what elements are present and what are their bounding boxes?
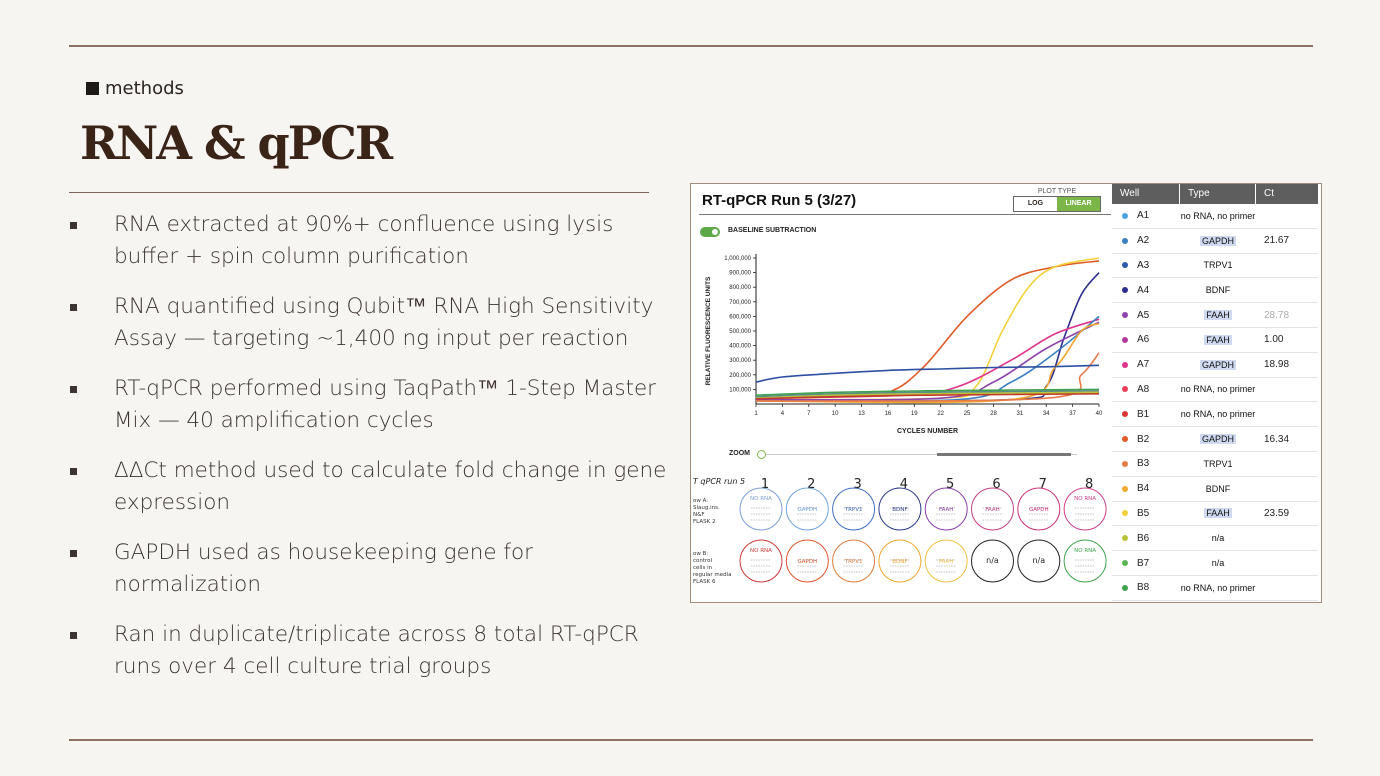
well-id: A7 xyxy=(1137,359,1150,371)
well-color-dot-icon xyxy=(1122,585,1128,591)
y-tick-label: 1,000,000 xyxy=(724,256,751,262)
well-table xyxy=(1112,184,1318,603)
well-cell xyxy=(1112,483,1180,494)
well-color-dot-icon xyxy=(1122,262,1128,268)
well-id: B4 xyxy=(1137,483,1150,495)
column-number: 4 xyxy=(899,477,909,492)
well-cell xyxy=(1112,285,1180,296)
y-tick-label: 600,000 xyxy=(729,314,751,321)
well-color-dot-icon xyxy=(1122,411,1128,417)
type-cell xyxy=(1180,211,1256,221)
well-cell xyxy=(1112,558,1180,569)
type-cell xyxy=(1180,459,1256,469)
qpcr-figure xyxy=(690,183,1322,603)
well-color-dot-icon xyxy=(1122,510,1128,516)
run-title: RT-qPCR Run 5 (3/27) xyxy=(702,192,857,209)
bullet-list xyxy=(68,209,678,701)
well-id: B5 xyxy=(1137,507,1150,519)
well-id: B6 xyxy=(1137,532,1150,544)
well-color-dot-icon xyxy=(1122,287,1128,293)
table-header xyxy=(1112,184,1318,204)
row-b-label: FLASK 6 xyxy=(693,579,716,585)
type-cell xyxy=(1180,310,1256,320)
type-cell xyxy=(1180,236,1256,246)
row-b-label: control xyxy=(693,558,713,564)
row-a-well-gene: NO RNA xyxy=(750,496,772,502)
top-divider xyxy=(69,45,1313,47)
x-tick-label: 37 xyxy=(1069,411,1076,417)
well-color-dot-icon xyxy=(1122,238,1128,244)
zoom-range-bar[interactable] xyxy=(937,453,1071,456)
row-b-label: regular media xyxy=(693,572,732,578)
type-cell xyxy=(1180,335,1256,345)
x-tick-label: 28 xyxy=(990,411,997,417)
well-cell xyxy=(1112,508,1180,519)
well-cell xyxy=(1112,458,1180,469)
well-cell xyxy=(1112,409,1180,420)
well-cell xyxy=(1112,434,1180,445)
table-row xyxy=(1112,452,1318,477)
row-b-well-circle xyxy=(740,540,782,582)
bottom-divider xyxy=(69,739,1313,741)
well-color-dot-icon xyxy=(1122,535,1128,541)
well-id: B1 xyxy=(1137,408,1150,420)
bullet-item xyxy=(68,455,678,519)
well-cell xyxy=(1112,334,1180,345)
bullet-text: RNA quantified using Qubit™ RNA High Sensitivity Assay — targeting ~1,400 ng input per reaction xyxy=(114,294,654,351)
baseline-label: BASELINE SUBTRACTION xyxy=(728,227,817,234)
bullet-text: Ran in duplicate/triplicate across 8 total RT-qPCR runs over 4 cell culture trial groups xyxy=(114,622,639,679)
square-bullet-icon xyxy=(70,304,77,311)
well-color-dot-icon xyxy=(1122,486,1128,492)
type-cell xyxy=(1180,360,1256,370)
header-ct: Ct xyxy=(1264,188,1274,199)
x-tick-label: 31 xyxy=(1016,411,1024,417)
well-id: B2 xyxy=(1137,433,1150,445)
amplification-curve xyxy=(756,261,1099,398)
zoom-slider-handle[interactable] xyxy=(757,450,766,459)
ct-value: 23.59 xyxy=(1264,507,1290,519)
slide-title: RNA & qPCR xyxy=(80,116,392,170)
plot-type-log[interactable]: LOG xyxy=(1027,200,1044,207)
square-bullet-icon xyxy=(70,468,77,475)
well-id: B3 xyxy=(1137,458,1150,470)
column-number: 7 xyxy=(1038,477,1047,492)
column-number: 6 xyxy=(992,477,1001,492)
type-cell xyxy=(1180,508,1256,518)
row-a-well-circle xyxy=(740,488,782,530)
table-row xyxy=(1112,229,1318,254)
well-color-dot-icon xyxy=(1122,362,1128,368)
type-value: BDNF xyxy=(1205,483,1231,494)
bullet-item xyxy=(68,291,678,355)
type-cell xyxy=(1180,285,1256,295)
row-a-well-circle xyxy=(1064,488,1106,530)
x-tick-label: 13 xyxy=(858,411,865,417)
y-tick-label: 900,000 xyxy=(729,270,751,277)
type-cell xyxy=(1180,384,1256,394)
header-well: Well xyxy=(1112,184,1180,204)
well-color-dot-icon xyxy=(1122,461,1128,467)
x-tick-label: 7 xyxy=(807,411,811,417)
type-value: TRPV1 xyxy=(1203,260,1233,271)
type-value: n/a xyxy=(1211,533,1225,544)
table-row xyxy=(1112,353,1318,378)
ct-value: 16.34 xyxy=(1264,433,1290,445)
amplification-curve xyxy=(756,322,1099,400)
table-row xyxy=(1112,477,1318,502)
plot-type-linear[interactable]: LINEAR xyxy=(1057,197,1100,211)
y-axis-title: RELATIVE FLUORESCENCE UNITS xyxy=(705,276,712,386)
table-row xyxy=(1112,576,1318,601)
row-b-well-gene: FAAH xyxy=(938,559,954,565)
x-tick-label: 1 xyxy=(754,411,758,417)
type-cell xyxy=(1180,558,1256,568)
square-bullet-icon xyxy=(70,222,77,229)
type-cell xyxy=(1180,409,1256,419)
well-color-dot-icon xyxy=(1122,386,1128,392)
square-bullet-icon xyxy=(70,550,77,557)
row-b-label: cells in xyxy=(693,565,713,571)
well-id: A2 xyxy=(1137,235,1150,247)
y-tick-label: 500,000 xyxy=(729,329,751,335)
well-cell xyxy=(1112,384,1180,395)
plot-type-label: PLOT TYPE xyxy=(1037,188,1077,195)
table-row xyxy=(1112,551,1318,576)
type-value: no RNA, no primer xyxy=(1180,409,1256,420)
well-cell xyxy=(1112,582,1180,593)
type-cell xyxy=(1180,260,1256,270)
type-value: GAPDH xyxy=(1201,434,1234,445)
bullet-text: ΔΔCt method used to calculate fold change in gene expression xyxy=(114,458,667,515)
table-row xyxy=(1112,278,1318,303)
column-number: 5 xyxy=(946,477,955,492)
well-id: A4 xyxy=(1137,284,1150,296)
row-b-well-gene: BDNF xyxy=(892,559,908,565)
type-cell xyxy=(1180,434,1256,444)
y-tick-label: 800,000 xyxy=(729,285,751,292)
row-b-well-gene: n/a xyxy=(986,556,999,565)
type-cell xyxy=(1180,533,1256,543)
bullet-text: RT-qPCR performed using TaqPath™ 1-Step Master Mix — 40 amplification cycles xyxy=(114,376,657,433)
ct-value: 1.00 xyxy=(1264,334,1284,346)
x-tick-label: 19 xyxy=(910,411,918,417)
row-b-label: ow B: xyxy=(693,551,709,557)
well-id: B8 xyxy=(1137,582,1150,594)
y-tick-label: 700,000 xyxy=(729,299,751,306)
type-cell xyxy=(1180,583,1256,593)
row-a-well-gene: GAPDH xyxy=(1028,507,1049,513)
type-value: no RNA, no primer xyxy=(1180,384,1256,395)
row-a-label: ow A: xyxy=(693,498,709,504)
type-value: no RNA, no primer xyxy=(1180,210,1256,221)
well-cell xyxy=(1112,260,1180,271)
x-tick-label: 10 xyxy=(831,411,839,417)
title-underline xyxy=(69,192,649,193)
ct-value: 21.67 xyxy=(1264,235,1290,247)
type-value: BDNF xyxy=(1205,285,1231,296)
row-b-well-gene: GAPDH xyxy=(797,559,818,565)
x-axis-title: CYCLES NUMBER xyxy=(896,428,959,435)
row-a-label: FLASK 2 xyxy=(693,519,716,525)
type-value: n/a xyxy=(1211,558,1225,569)
row-b-well-gene: n/a xyxy=(1032,556,1046,565)
table-row xyxy=(1112,402,1318,427)
well-cell xyxy=(1112,235,1180,246)
table-row xyxy=(1112,502,1318,527)
table-body xyxy=(1112,204,1318,601)
row-b-well-gene: NO RNA xyxy=(750,548,772,554)
column-number: 1 xyxy=(760,477,770,492)
well-id: A3 xyxy=(1137,259,1150,271)
y-tick-label: 300,000 xyxy=(729,358,751,365)
x-tick-label: 34 xyxy=(1042,411,1050,417)
well-id: A1 xyxy=(1137,210,1150,222)
table-row xyxy=(1112,254,1318,279)
well-cell xyxy=(1112,533,1180,544)
type-value: FAAH xyxy=(1206,310,1230,321)
square-bullet-icon xyxy=(70,632,77,639)
header-type: Type xyxy=(1180,184,1256,204)
well-cell xyxy=(1112,359,1180,370)
row-a-label: N&F xyxy=(693,512,705,518)
x-tick-label: 25 xyxy=(963,411,971,417)
row-a-well-gene: NO RNA xyxy=(1074,496,1097,502)
ct-value: 28.78 xyxy=(1264,309,1290,321)
well-color-dot-icon xyxy=(1122,337,1128,343)
row-a-well-gene: BDNF xyxy=(892,507,908,513)
amplification-curve xyxy=(756,316,1099,401)
well-id: A6 xyxy=(1137,334,1150,346)
table-row xyxy=(1112,427,1318,452)
handwritten-plate-notes xyxy=(691,471,1111,603)
section-label xyxy=(86,78,184,99)
table-row xyxy=(1112,526,1318,551)
amplification-curve xyxy=(756,365,1099,382)
well-id: A5 xyxy=(1137,309,1150,321)
bullet-item xyxy=(68,373,678,437)
amplification-curve xyxy=(756,258,1099,400)
zoom-label: ZOOM xyxy=(729,450,750,457)
well-cell xyxy=(1112,210,1180,221)
row-b-well-gene: NO RNA xyxy=(1074,548,1097,554)
row-a-well-gene: TRPV1 xyxy=(844,507,863,513)
row-a-well-gene: GAPDH xyxy=(797,507,818,513)
row-a-label: Slaug.ins. xyxy=(693,505,720,511)
type-value: TRPV1 xyxy=(1203,458,1233,469)
x-tick-label: 16 xyxy=(884,411,892,417)
square-bullet-icon xyxy=(70,386,77,393)
square-bullet-icon xyxy=(86,82,99,95)
x-tick-label: 40 xyxy=(1095,411,1103,417)
type-value: no RNA, no primer xyxy=(1180,582,1256,593)
row-b-well-gene: TRPV1 xyxy=(844,559,863,565)
type-value: FAAH xyxy=(1206,508,1230,519)
well-color-dot-icon xyxy=(1122,560,1128,566)
well-cell xyxy=(1112,310,1180,321)
well-color-dot-icon xyxy=(1122,213,1128,219)
row-b-well-circle xyxy=(1064,540,1106,582)
bullet-item xyxy=(68,209,678,273)
type-value: FAAH xyxy=(1206,334,1230,345)
well-id: B7 xyxy=(1137,557,1150,569)
bullet-text: GAPDH used as housekeeping gene for normalization xyxy=(114,540,533,597)
bullet-item xyxy=(68,619,678,683)
x-tick-label: 4 xyxy=(780,411,785,417)
y-tick-label: 200,000 xyxy=(729,372,751,379)
row-a-well-gene: FAAH xyxy=(938,507,954,513)
notes-header: T qPCR run 5 xyxy=(693,477,746,486)
table-row xyxy=(1112,378,1318,403)
bullet-text: RNA extracted at 90%+ confluence using lysis buffer + spin column purification xyxy=(114,212,614,269)
y-tick-label: 100,000 xyxy=(729,387,751,394)
type-cell xyxy=(1180,484,1256,494)
x-tick-label: 22 xyxy=(937,411,945,417)
amplification-chart xyxy=(691,184,1111,446)
section-text: methods xyxy=(105,78,184,99)
well-color-dot-icon xyxy=(1122,436,1128,442)
bullet-item xyxy=(68,537,678,601)
type-value: GAPDH xyxy=(1201,235,1234,246)
table-row xyxy=(1112,303,1318,328)
table-row xyxy=(1112,328,1318,353)
well-color-dot-icon xyxy=(1122,312,1128,318)
table-row xyxy=(1112,204,1318,229)
type-value: GAPDH xyxy=(1201,359,1234,370)
row-a-well-gene: FAAH xyxy=(985,507,1000,513)
column-number: 2 xyxy=(807,477,816,492)
well-id: A8 xyxy=(1137,383,1150,395)
column-number: 3 xyxy=(853,477,862,492)
y-tick-label: 400,000 xyxy=(729,343,751,350)
column-number: 8 xyxy=(1084,477,1094,492)
ct-value: 18.98 xyxy=(1264,359,1290,371)
